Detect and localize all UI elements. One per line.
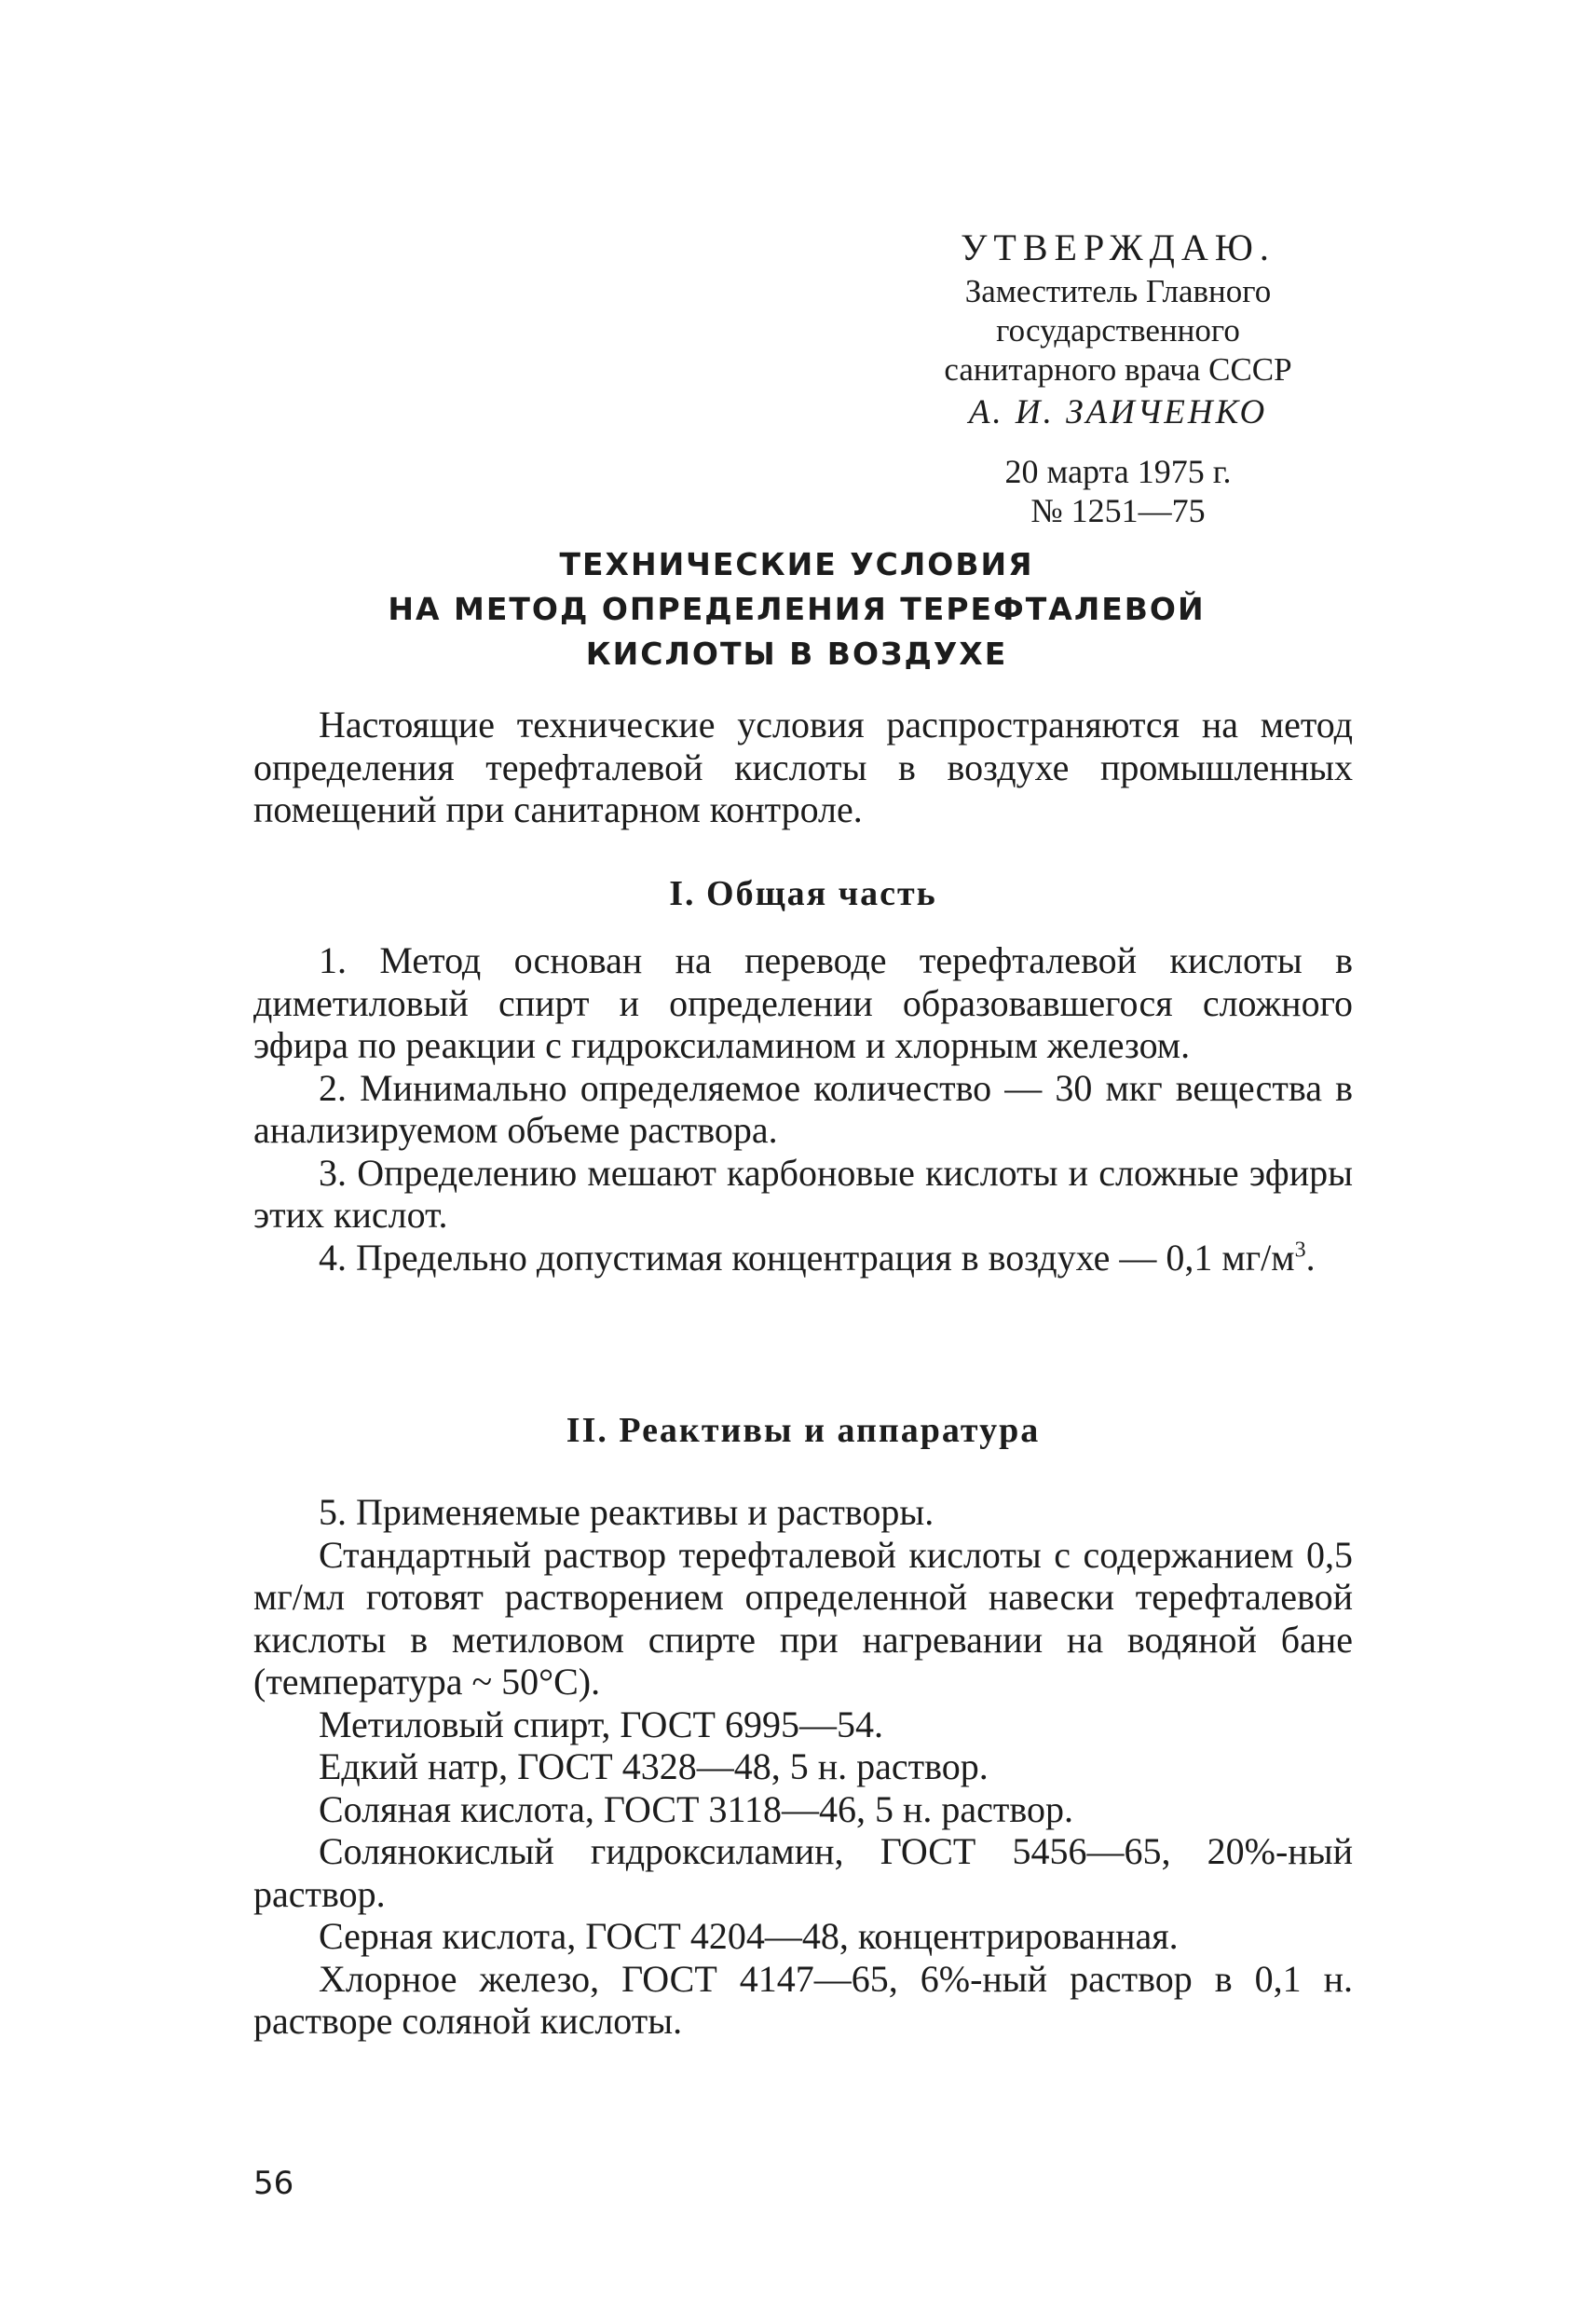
section-general-body xyxy=(253,939,1353,1279)
paragraph-4 xyxy=(253,1237,1353,1279)
reagent-hydrochloric-acid: Соляная кислота, ГОСТ 3118—46, 5 н. раствор. xyxy=(319,1787,1073,1830)
reagent-sodium-hydroxide: Едкий натр, ГОСТ 4328—48, 5 н. раствор. xyxy=(319,1745,989,1787)
reagent-methanol: Метиловый спирт, ГОСТ 6995—54. xyxy=(319,1703,883,1745)
paragraph-3: 3. Определению мешают карбоновые кислоты и сложные эфиры этих кислот. xyxy=(253,1151,1353,1236)
paragraph-4-end: . xyxy=(1305,1236,1316,1279)
section-reagents-body xyxy=(253,1491,1353,2043)
approval-position-line3: санитарного врача СССР xyxy=(944,351,1292,388)
approval-number: № 1251—75 xyxy=(1030,492,1206,529)
page-number: 56 xyxy=(253,2165,294,2202)
intro-paragraph-block xyxy=(253,704,1353,831)
approval-date: 20 марта 1975 г. xyxy=(1004,453,1232,490)
title-line2: НА МЕТОД ОПРЕДЕЛЕНИЯ ТЕРЕФТАЛЕВОЙ xyxy=(388,591,1206,627)
paragraph-4-superscript: 3 xyxy=(1294,1238,1306,1263)
approval-block xyxy=(876,224,1360,529)
approver-name: А. И. ЗАИЧЕНКО xyxy=(968,393,1268,431)
title-line1: ТЕХНИЧЕСКИЕ УСЛОВИЯ xyxy=(559,546,1034,582)
reagent-hydroxylamine: Солянокислый гидроксиламин, ГОСТ 5456—65, 20%-ный раствор. xyxy=(253,1830,1353,1915)
section-heading-general: I. Общая часть xyxy=(669,874,937,913)
paragraph-1: 1. Метод основан на переводе терефталевой кислоты в диметиловый спирт и определении образовавшегося сложного эфира по реакции с гидроксиламином и хлорным железом. xyxy=(253,939,1353,1066)
document-title xyxy=(280,542,1314,677)
reagent-sulfuric-acid: Серная кислота, ГОСТ 4204—48, концентрированная. xyxy=(319,1915,1179,1957)
paragraph-4-text: 4. Предельно допустимая концентрация в воздухе — 0,1 мг/м xyxy=(319,1236,1295,1279)
paragraph-2: 2. Минимально определяемое количество — 30 мкг вещества в анализируемом объеме раствора. xyxy=(253,1066,1353,1151)
intro-paragraph: Настоящие технические условия распространяются на метод определения терефталевой кислоты в воздухе промышленных помещений при санитарном контроле. xyxy=(253,704,1353,830)
approval-position-line2: государственного xyxy=(996,312,1240,349)
reagent-ferric-chloride: Хлорное железо, ГОСТ 4147—65, 6%-ный раствор в 0,1 н. растворе соляной кислоты. xyxy=(253,1957,1353,2042)
standard-solution-paragraph: Стандартный раствор терефталевой кислоты с содержанием 0,5 мг/мл готовят растворением определенной навески терефталевой кислоты в метиловом спирте при нагревании на водяной бане (температура ~ 50°С). xyxy=(253,1533,1353,1703)
section-heading-reagents: II. Реактивы и аппаратура xyxy=(566,1411,1041,1450)
paragraph-5: 5. Применяемые реактивы и растворы. xyxy=(319,1491,934,1533)
approval-position-line1: Заместитель Главного xyxy=(964,273,1272,309)
approval-stamp: УТВЕРЖДАЮ. xyxy=(961,226,1275,268)
title-line3: КИСЛОТЫ В ВОЗДУХЕ xyxy=(585,636,1008,672)
